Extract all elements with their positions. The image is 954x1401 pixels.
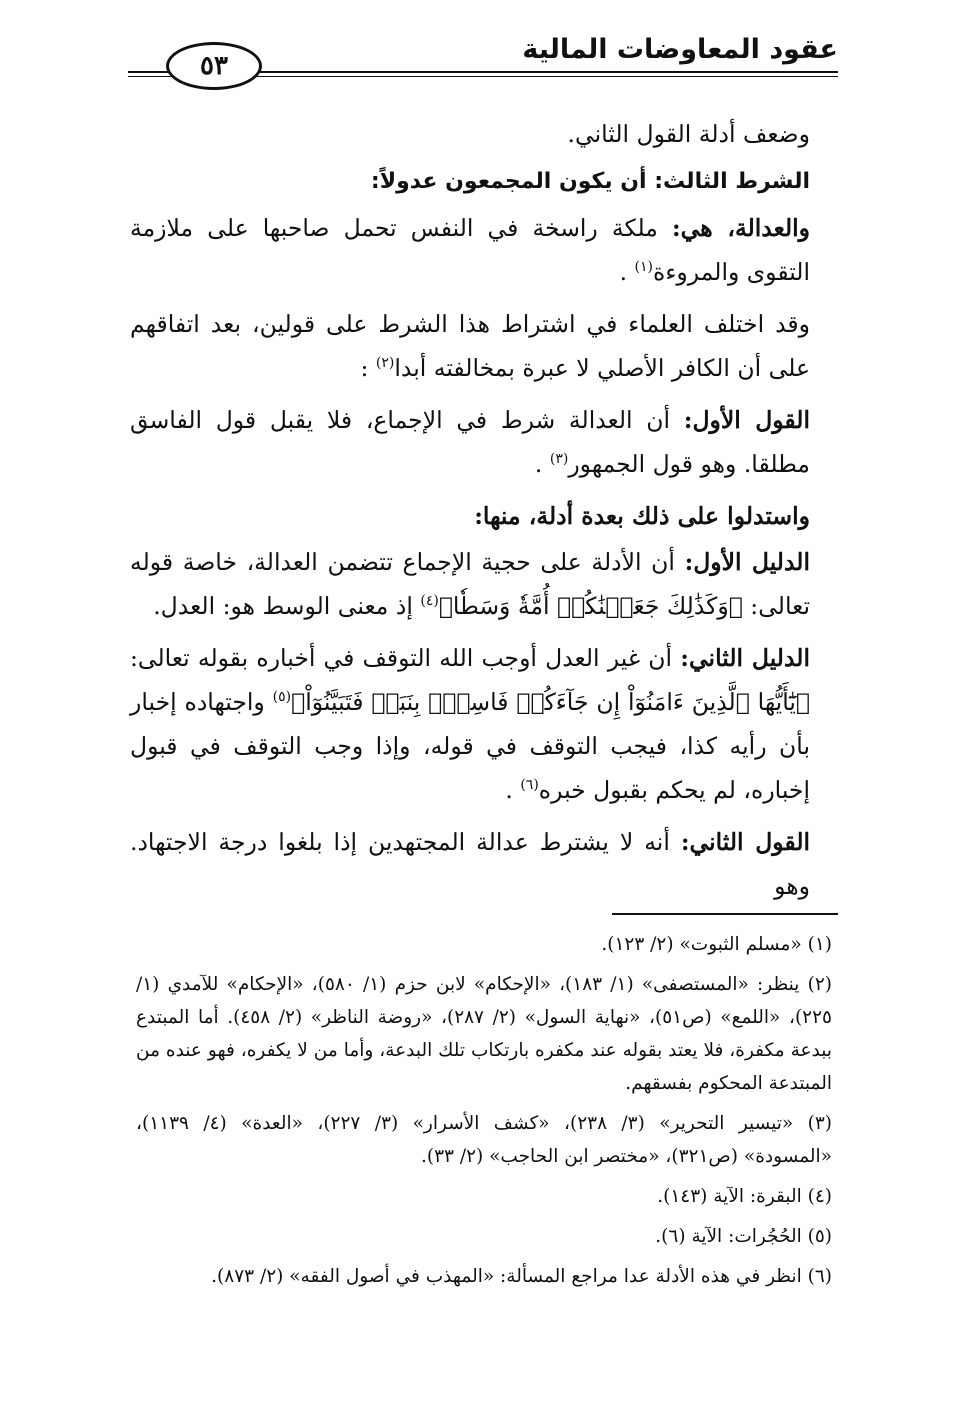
footnote-ref: (١) [634,259,654,276]
page-number: ٥٣ [166,42,262,90]
definition-term: والعدالة، هي: [671,214,811,242]
second-evidence-term: الدليل الثاني: [680,644,810,672]
main-text [130,112,810,916]
footnote-ref: (٦) [520,777,539,794]
footnote: (٢) ينظر: «المستصفى» (١/ ١٨٣)، «الإحكام» لابن حزم (١/ ٥٨٠)، «الإحكام» للآمدي (١/ ٢٢٥)، «اللمع» (ص٥١)، «نهاية السول» (٢/ ٢٨٧)، «روضة الناظر» (٢/ ٤٥٨). أما المبتدع ببدعة مكفرة، فلا يعتد بقوله عند مكفره بارتكاب تلك البدعة، وأما من لا يكفره، فهو عنده من المبتدعة المحكوم بفسقهم. [136,974,832,1094]
definition-paragraph: والعدالة، هي: ملكة راسخة في النفس تحمل صاحبها على ملازمة التقوى والمروءة$^{(١)}$ . [130,214,811,286]
paragraph: واستدلوا على ذلك بعدة أدلة، منها: [474,502,810,530]
quran-verse: ﴿وَكَذَٰلِكَ جَعَلۡنَٰكُمۡ أُمَّةٗ وَسَطٗا﴾ [438,592,743,620]
footnote-ref: (٤) [420,593,439,610]
second-opinion-term: القول الثاني: [680,828,811,856]
second-opinion-paragraph: القول الثاني: أنه لا يشترط عدالة المجتهدين إذا بلغوا درجة الاجتهاد. وهو [130,828,811,900]
first-opinion-term: القول الأول: [683,406,810,434]
paragraph: وقد اختلف العلماء في اشتراط هذا الشرط على قولين، بعد اتفاقهم على أن الكافر الأصلي لا عبرة بمخالفته أبدا$^{(٢)}$ : [130,310,810,382]
paragraph: وضعف أدلة القول الثاني. [567,120,810,148]
first-evidence-term: الدليل الأول: [684,548,810,576]
footnote: (٤) البقرة: الآية (١٤٣). [657,1186,832,1207]
footnote: (١) «مسلم الثبوت» (٢/ ١٢٣). [601,934,832,955]
section-heading: الشرط الثالث: أن يكون المجمعون عدولاً: [370,169,810,194]
first-evidence-paragraph: الدليل الأول: أن الأدلة على حجية الإجماع تتضمن العدالة، خاصة قوله تعالى: ﴿وَكَذَٰلِكَ جَعَلۡنَٰكُمۡ أُمَّةٗ وَسَطٗا﴾$^{(٤)}$ إذ معنى الوسط هو: العدل. [130,548,810,620]
quran-verse: ﴿يَٰٓأَيُّهَا ٱلَّذِينَ ءَامَنُوٓاْ إِن جَآءَكُمۡ فَاسِقُۢ بِنَبَإٖ فَتَبَيَّنُوٓاْ﴾ [291,688,810,716]
running-title: عقود المعاوضات المالية [522,34,838,65]
footnote: (٥) الحُجُرات: الآية (٦). [655,1226,832,1247]
footnote-separator [612,913,838,915]
footnote: (٦) انظر في هذه الأدلة عدا مراجع المسألة: «المهذب في أصول الفقه» (٢/ ٨٧٣). [211,1266,832,1287]
footnote-ref: (٢) [375,355,395,372]
footnote-ref: (٣) [549,451,569,468]
page-header [128,26,838,90]
footnote-ref: (٥) [272,689,292,706]
footnotes [136,928,832,1300]
second-evidence-paragraph: الدليل الثاني: أن غير العدل أوجب الله التوقف في أخباره بقوله تعالى: ﴿يَٰٓأَيُّهَا ٱلَّذِينَ ءَامَنُوٓاْ إِن جَآءَكُمۡ فَاسِقُۢ بِنَبَإٖ فَتَبَيَّنُوٓاْ﴾$^{(٥)}$ واجتهاده إخبار بأن رأيه كذا، فيجب التوقف في قوله، وإذا وجب التوقف في قبول إخباره، لم يحكم بقبول خبره$^{(٦)}$ . [130,644,810,804]
first-opinion-paragraph: القول الأول: أن العدالة شرط في الإجماع، فلا يقبل قول الفاسق مطلقا. وهو قول الجمهور$^{(٣)}$ . [130,406,810,478]
footnote: (٣) «تيسير التحرير» (٣/ ٢٣٨)، «كشف الأسرار» (٣/ ٢٢٧)، «العدة» (٤/ ١١٣٩)، «المسودة» (ص٣٢١)، «مختصر ابن الحاجب» (٢/ ٣٣). [136,1113,832,1167]
